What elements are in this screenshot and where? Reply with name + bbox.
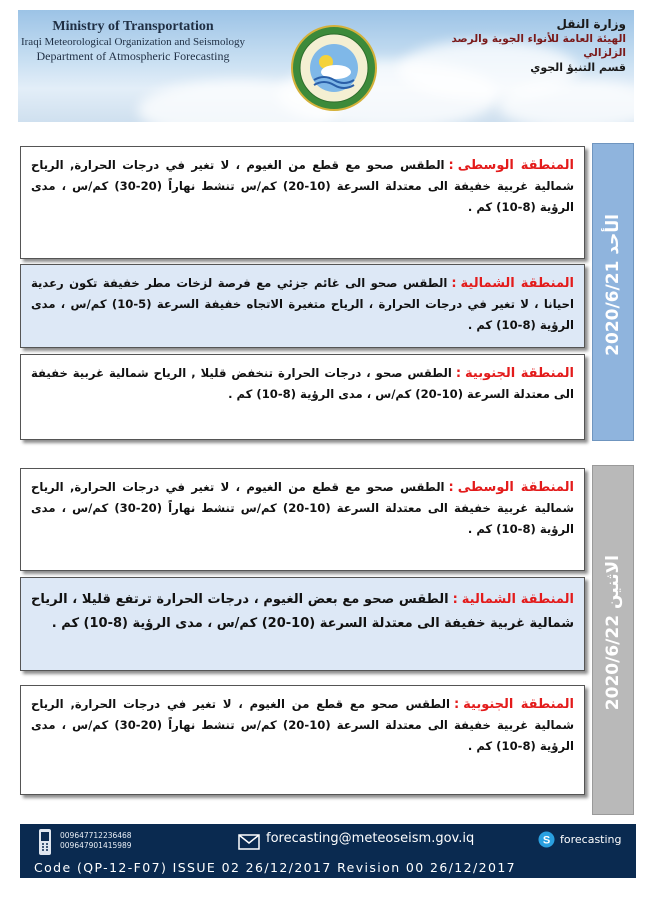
region-text: الطقس صحو مع بعض الغيوم ، درجات الحرارة ترتفع قليلا ، الرياح شمالية غربية خفيفة الى معتدلة السرعة (10-20) كم/س ، مدى الرؤية (8-10) كم . — [31, 592, 574, 631]
ministry-title-ar: وزارة النقل — [556, 17, 626, 31]
region-forecast-south — [20, 685, 585, 795]
region-colon: : — [451, 276, 457, 291]
region-colon: : — [452, 592, 458, 607]
region-text: الطقس صحو الى غائم جزئي مع فرصة لزخات مطر خفيفة تكون رعدية احيانا ، لا تغير في درجات الحرارة ، الرياح متغيرة الاتجاه خفيفة السرعة (5-10) كم/س ، مدى الرؤية (8-10) كم . — [31, 276, 574, 332]
region-text: الطقس صحو مع قطع من الغيوم ، لا تغير في درجات الحرارة, الرياح شمالية غربية خفيفة الى معتدلة السرعة (10-20) كم/س تنشط نهاراً (20-30) كم/س ، مدى الرؤية (8-10) كم . — [31, 697, 574, 753]
svg-text:S: S — [542, 834, 551, 847]
header-english — [18, 18, 248, 64]
day-date: 2020/6/21 — [603, 260, 623, 356]
day-name: الأحد — [603, 214, 623, 255]
forecast-day-1 — [20, 143, 634, 443]
region-name: المنطقة الشمالية — [461, 592, 574, 607]
region-colon: : — [448, 158, 454, 173]
date-strip — [592, 465, 634, 815]
phone-numbers — [60, 831, 132, 851]
email-address[interactable]: forecasting@meteoseism.gov.iq — [266, 831, 475, 846]
region-name: المنطقة الجنوبية — [465, 366, 574, 381]
skype-icon — [538, 831, 555, 848]
day-name: الاثنين — [603, 555, 623, 610]
organization-logo-icon — [290, 24, 378, 112]
phone-number-2: 009647901415989 — [60, 841, 132, 850]
document-code: Code (QP-12-F07) ISSUE 02 26/12/2017 Revision 00 26/12/2017 — [34, 860, 517, 875]
envelope-icon — [238, 834, 260, 850]
skype-handle[interactable]: forecasting — [560, 833, 622, 846]
region-colon: : — [448, 480, 454, 495]
region-name: المنطقة الوسطى — [457, 480, 574, 495]
day-date: 2020/6/22 — [603, 615, 623, 711]
organization-title-ar: الهيئة العامة للأنواء الجوية والرصد الزلزالي — [451, 33, 626, 60]
region-forecast-north — [20, 577, 585, 671]
ministry-title-en: Ministry of Transportation — [52, 19, 214, 34]
phone-number-1: 009647712236468 — [60, 831, 132, 840]
organization-title-en: Iraqi Meteorological Organization and Seismology — [20, 35, 246, 48]
region-name: المنطقة الوسطى — [457, 158, 574, 173]
footer-bar — [20, 824, 636, 878]
region-name: المنطقة الشمالية — [460, 276, 574, 291]
mobile-phone-icon — [38, 828, 52, 856]
department-title-en: Department of Atmospheric Forecasting — [36, 49, 230, 64]
header-arabic — [426, 16, 626, 75]
region-colon: : — [455, 366, 462, 381]
region-forecast-north — [20, 264, 585, 348]
region-text: الطقس صحو مع قطع من الغيوم ، لا تغير في درجات الحرارة, الرياح شمالية غربية خفيفة الى معتدلة السرعة (10-20) كم/س تنشط نهاراً (20-30) كم/س ، مدى الرؤية (8-10) كم . — [31, 480, 574, 536]
date-strip — [592, 143, 634, 441]
region-colon: : — [453, 697, 460, 712]
region-forecast-central — [20, 146, 585, 259]
region-forecast-south — [20, 354, 585, 440]
region-text: الطقس صحو مع قطع من الغيوم ، لا تغير في درجات الحرارة, الرياح شمالية غربية خفيفة الى معتدلة السرعة (10-20) كم/س تنشط نهاراً (20-30) كم/س ، مدى الرؤية (8-10) كم . — [31, 158, 574, 214]
header-banner — [18, 10, 634, 122]
region-name: المنطقة الجنوبية — [463, 697, 574, 712]
department-title-ar: قسم التنبؤ الجوي — [530, 60, 626, 74]
forecast-day-2 — [20, 465, 634, 817]
region-text: الطقس صحو ، درجات الحرارة تنخفض قليلا , الرياح شمالية غربية خفيفة الى معتدلة السرعة (10-20) كم/س ، مدى الرؤية (8-10) كم . — [31, 366, 574, 401]
region-forecast-central — [20, 468, 585, 571]
